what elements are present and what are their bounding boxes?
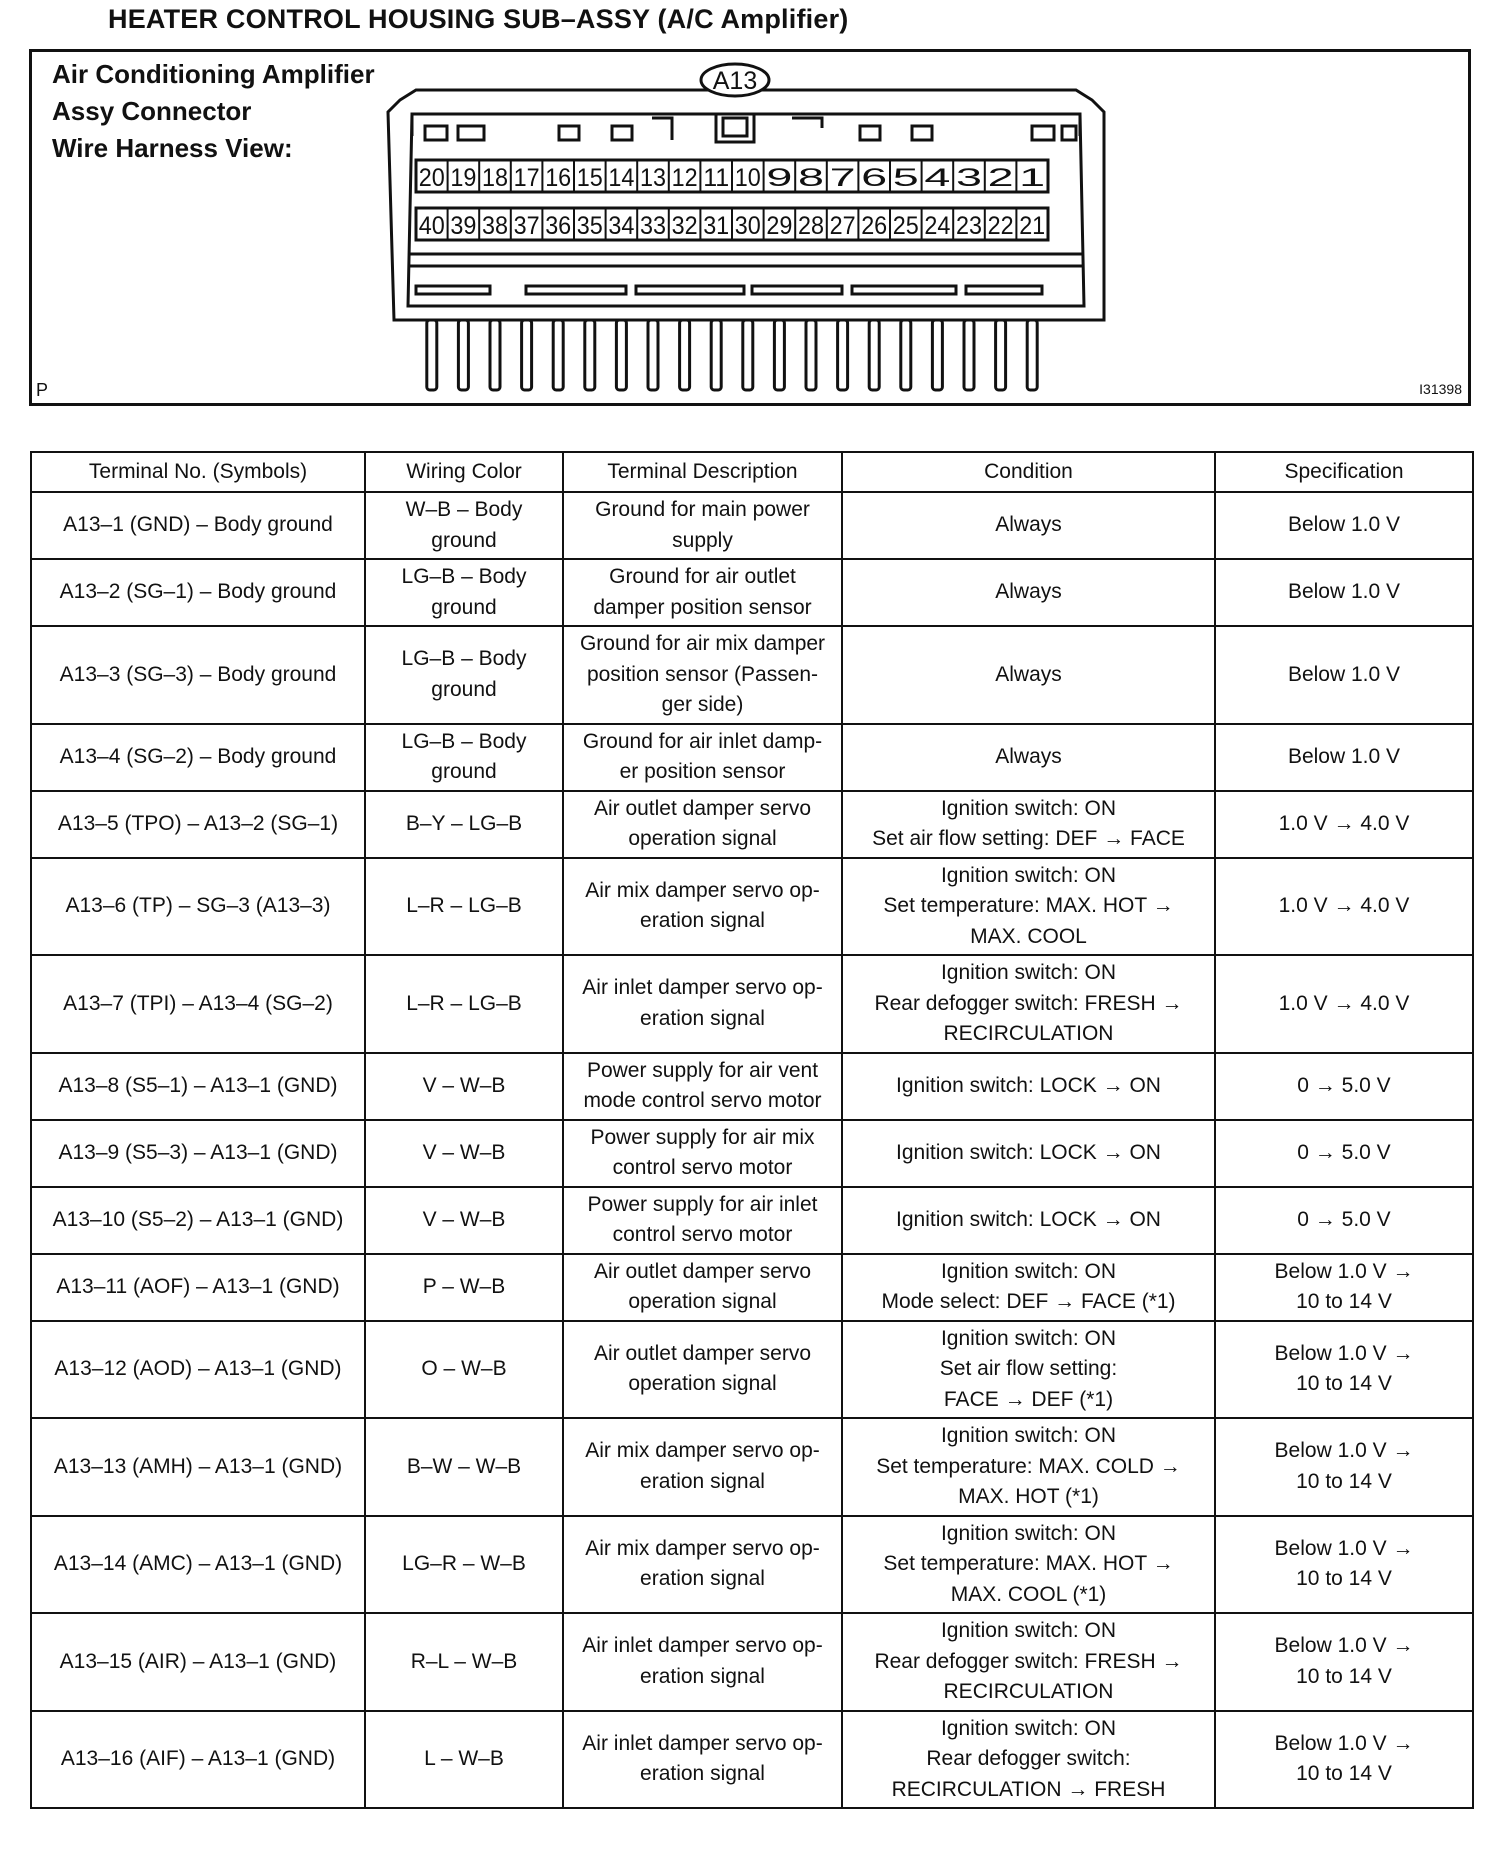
table-row bbox=[31, 955, 1473, 1053]
table-row bbox=[31, 626, 1473, 724]
terminal-cell: A13–14 (AMC) – A13–1 (GND) bbox=[31, 1516, 365, 1614]
specification-cell: Below 1.0 V bbox=[1215, 492, 1473, 559]
wiring-color-cell: B–Y – LG–B bbox=[365, 791, 563, 858]
wiring-color-cell: R–L – W–B bbox=[365, 1613, 563, 1711]
terminal-cell: A13–16 (AIF) – A13–1 (GND) bbox=[31, 1711, 365, 1809]
condition-cell: Always bbox=[842, 724, 1215, 791]
pin-number: 14 bbox=[608, 164, 635, 192]
specification-cell: 1.0 V → 4.0 V bbox=[1215, 858, 1473, 956]
specification-cell: 0 → 5.0 V bbox=[1215, 1187, 1473, 1254]
pin-number: 30 bbox=[734, 212, 761, 240]
wiring-color-cell: V – W–B bbox=[365, 1120, 563, 1187]
figure-caption bbox=[52, 56, 375, 167]
pin-number: 38 bbox=[482, 212, 508, 240]
pin-leg bbox=[427, 320, 437, 390]
specification-cell: Below 1.0 V bbox=[1215, 559, 1473, 626]
condition-cell: Ignition switch: ON Set temperature: MAX. HOT → MAX. COOL (*1) bbox=[842, 1516, 1215, 1614]
condition-cell: Ignition switch: LOCK → ON bbox=[842, 1187, 1215, 1254]
terminal-cell: A13–8 (S5–1) – A13–1 (GND) bbox=[31, 1053, 365, 1120]
caption-line: Assy Connector bbox=[52, 96, 252, 126]
condition-cell: Always bbox=[842, 492, 1215, 559]
page-title: HEATER CONTROL HOUSING SUB–ASSY (A/C Amplifier) bbox=[108, 4, 849, 34]
pin-number: 18 bbox=[482, 164, 508, 192]
table-row bbox=[31, 858, 1473, 956]
table-row bbox=[31, 1613, 1473, 1711]
pin-leg bbox=[774, 320, 784, 390]
pin-number: 11 bbox=[703, 164, 730, 192]
specification-cell: Below 1.0 V → 10 to 14 V bbox=[1215, 1613, 1473, 1711]
description-cell: Power supply for air mix control servo motor bbox=[563, 1120, 842, 1187]
wiring-color-cell: LG–B – Body ground bbox=[365, 724, 563, 791]
table-row bbox=[31, 1254, 1473, 1321]
specification-cell: Below 1.0 V → 10 to 14 V bbox=[1215, 1516, 1473, 1614]
wiring-color-cell: L–R – LG–B bbox=[365, 955, 563, 1053]
header-specification: Specification bbox=[1215, 452, 1473, 492]
description-cell: Air outlet damper servo operation signal bbox=[563, 791, 842, 858]
pin-number: 29 bbox=[766, 212, 793, 240]
pin-legs bbox=[427, 320, 1037, 390]
pin-number: 36 bbox=[545, 212, 572, 240]
pin-leg bbox=[932, 320, 942, 390]
condition-cell: Ignition switch: ON Set temperature: MAX. COLD → MAX. HOT (*1) bbox=[842, 1418, 1215, 1516]
table-header-row bbox=[31, 452, 1473, 492]
header-wiring-color: Wiring Color bbox=[365, 452, 563, 492]
pin-number: 34 bbox=[608, 212, 635, 240]
pin-number: 37 bbox=[513, 212, 540, 240]
terminal-cell: A13–5 (TPO) – A13–2 (SG–1) bbox=[31, 791, 365, 858]
pin-leg bbox=[522, 320, 532, 390]
condition-cell: Always bbox=[842, 626, 1215, 724]
table-row bbox=[31, 1418, 1473, 1516]
wiring-color-cell: O – W–B bbox=[365, 1321, 563, 1419]
header-terminal-description: Terminal Description bbox=[563, 452, 842, 492]
wiring-color-cell: L – W–B bbox=[365, 1711, 563, 1809]
description-cell: Air mix damper servo op- eration signal bbox=[563, 1516, 842, 1614]
description-cell: Ground for main power supply bbox=[563, 492, 842, 559]
pin-leg bbox=[553, 320, 563, 390]
condition-cell: Ignition switch: ON Rear defogger switch: FRESH → RECIRCULATION bbox=[842, 1613, 1215, 1711]
table-row bbox=[31, 492, 1473, 559]
pin-leg bbox=[996, 320, 1006, 390]
pin-number: 2 bbox=[987, 164, 1014, 192]
wiring-color-cell: P – W–B bbox=[365, 1254, 563, 1321]
table-row bbox=[31, 1053, 1473, 1120]
description-cell: Air inlet damper servo op- eration signal bbox=[563, 1613, 842, 1711]
terminal-cell: A13–13 (AMH) – A13–1 (GND) bbox=[31, 1418, 365, 1516]
pin-leg bbox=[869, 320, 879, 390]
specification-cell: Below 1.0 V bbox=[1215, 724, 1473, 791]
description-cell: Ground for air inlet damp- er position sensor bbox=[563, 724, 842, 791]
terminal-cell: A13–11 (AOF) – A13–1 (GND) bbox=[31, 1254, 365, 1321]
pin-leg bbox=[1027, 320, 1037, 390]
pin-number: 25 bbox=[892, 212, 919, 240]
table-row bbox=[31, 1711, 1473, 1809]
pin-number: 20 bbox=[418, 164, 445, 192]
pin-leg bbox=[680, 320, 690, 390]
pin-leg bbox=[838, 320, 848, 390]
pin-number: 17 bbox=[513, 164, 540, 192]
condition-cell: Ignition switch: LOCK → ON bbox=[842, 1053, 1215, 1120]
pin-number: 16 bbox=[545, 164, 572, 192]
description-cell: Ground for air outlet damper position sensor bbox=[563, 559, 842, 626]
connector-figure bbox=[29, 49, 1471, 406]
terminal-cell: A13–10 (S5–2) – A13–1 (GND) bbox=[31, 1187, 365, 1254]
pin-number: 24 bbox=[924, 212, 951, 240]
pin-number: 21 bbox=[1019, 212, 1046, 240]
specification-cell: 1.0 V → 4.0 V bbox=[1215, 955, 1473, 1053]
wiring-color-cell: V – W–B bbox=[365, 1187, 563, 1254]
pin-number: 27 bbox=[829, 212, 856, 240]
pin-number: 40 bbox=[418, 212, 445, 240]
pin-number: 5 bbox=[892, 164, 919, 192]
specification-cell: Below 1.0 V bbox=[1215, 626, 1473, 724]
terminal-cell: A13–12 (AOD) – A13–1 (GND) bbox=[31, 1321, 365, 1419]
specification-cell: Below 1.0 V → 10 to 14 V bbox=[1215, 1321, 1473, 1419]
pin-number: 8 bbox=[798, 164, 824, 192]
description-cell: Power supply for air inlet control servo motor bbox=[563, 1187, 842, 1254]
condition-cell: Ignition switch: ON Rear defogger switch: FRESH → RECIRCULATION bbox=[842, 955, 1215, 1053]
pin-number: 9 bbox=[766, 164, 793, 192]
table-row bbox=[31, 724, 1473, 791]
pin-number: 28 bbox=[798, 212, 824, 240]
wiring-color-cell: B–W – W–B bbox=[365, 1418, 563, 1516]
description-cell: Power supply for air vent mode control servo motor bbox=[563, 1053, 842, 1120]
specification-cell: Below 1.0 V → 10 to 14 V bbox=[1215, 1254, 1473, 1321]
specification-cell: 1.0 V → 4.0 V bbox=[1215, 791, 1473, 858]
header-condition: Condition bbox=[842, 452, 1215, 492]
table-row bbox=[31, 1120, 1473, 1187]
pin-number: 35 bbox=[576, 212, 603, 240]
pin-number: 33 bbox=[640, 212, 666, 240]
pin-leg bbox=[616, 320, 626, 390]
description-cell: Ground for air mix damper position sensor (Passen- ger side) bbox=[563, 626, 842, 724]
pin-leg bbox=[490, 320, 500, 390]
terminal-cell: A13–2 (SG–1) – Body ground bbox=[31, 559, 365, 626]
wiring-color-cell: W–B – Body ground bbox=[365, 492, 563, 559]
pin-number: 6 bbox=[861, 164, 888, 192]
connector-id-label: A13 bbox=[712, 67, 758, 95]
description-cell: Air mix damper servo op- eration signal bbox=[563, 1418, 842, 1516]
pin-leg bbox=[711, 320, 721, 390]
specification-cell: 0 → 5.0 V bbox=[1215, 1120, 1473, 1187]
pin-leg bbox=[743, 320, 753, 390]
caption-line: Air Conditioning Amplifier bbox=[52, 59, 375, 89]
header-terminal: Terminal No. (Symbols) bbox=[31, 452, 365, 492]
wiring-color-cell: V – W–B bbox=[365, 1053, 563, 1120]
pin-number: 3 bbox=[956, 164, 982, 192]
pin-number: 23 bbox=[956, 212, 982, 240]
pin-number: 19 bbox=[450, 164, 477, 192]
condition-cell: Ignition switch: LOCK → ON bbox=[842, 1120, 1215, 1187]
pin-number: 10 bbox=[734, 164, 761, 192]
pin-number: 31 bbox=[703, 212, 730, 240]
description-cell: Air inlet damper servo op- eration signal bbox=[563, 1711, 842, 1809]
condition-cell: Ignition switch: ON Set air flow setting: FACE → DEF (*1) bbox=[842, 1321, 1215, 1419]
pin-number: 32 bbox=[671, 212, 698, 240]
pin-number: 7 bbox=[829, 164, 856, 192]
wiring-color-cell: LG–B – Body ground bbox=[365, 626, 563, 724]
terminal-cell: A13–6 (TP) – SG–3 (A13–3) bbox=[31, 858, 365, 956]
pin-number: 26 bbox=[861, 212, 888, 240]
terminal-cell: A13–3 (SG–3) – Body ground bbox=[31, 626, 365, 724]
pin-leg bbox=[806, 320, 816, 390]
description-cell: Air inlet damper servo op- eration signal bbox=[563, 955, 842, 1053]
pin-number: 12 bbox=[671, 164, 698, 192]
pin-number: 39 bbox=[450, 212, 477, 240]
description-cell: Air outlet damper servo operation signal bbox=[563, 1321, 842, 1419]
corner-letter: P bbox=[36, 380, 49, 400]
pin-leg bbox=[648, 320, 658, 390]
pin-number: 1 bbox=[1019, 164, 1046, 192]
table-row bbox=[31, 1187, 1473, 1254]
wiring-color-cell: LG–B – Body ground bbox=[365, 559, 563, 626]
wiring-color-cell: LG–R – W–B bbox=[365, 1516, 563, 1614]
pin-leg bbox=[901, 320, 911, 390]
condition-cell: Ignition switch: ON Mode select: DEF → FACE (*1) bbox=[842, 1254, 1215, 1321]
pin-number: 4 bbox=[924, 164, 951, 192]
pin-number: 13 bbox=[640, 164, 666, 192]
specification-cell: Below 1.0 V → 10 to 14 V bbox=[1215, 1711, 1473, 1809]
pin-number: 15 bbox=[576, 164, 603, 192]
caption-line: Wire Harness View: bbox=[52, 133, 293, 163]
condition-cell: Ignition switch: ON Set temperature: MAX. HOT → MAX. COOL bbox=[842, 858, 1215, 956]
table-row bbox=[31, 1321, 1473, 1419]
condition-cell: Always bbox=[842, 559, 1215, 626]
figure-code: I31398 bbox=[1419, 381, 1462, 397]
pin-leg bbox=[458, 320, 468, 390]
condition-cell: Ignition switch: ON Set air flow setting: DEF → FACE bbox=[842, 791, 1215, 858]
table-row bbox=[31, 1516, 1473, 1614]
description-cell: Air mix damper servo op- eration signal bbox=[563, 858, 842, 956]
terminal-cell: A13–9 (S5–3) – A13–1 (GND) bbox=[31, 1120, 365, 1187]
terminal-spec-table bbox=[30, 451, 1474, 1809]
specification-cell: 0 → 5.0 V bbox=[1215, 1053, 1473, 1120]
terminal-cell: A13–15 (AIR) – A13–1 (GND) bbox=[31, 1613, 365, 1711]
table-row bbox=[31, 559, 1473, 626]
condition-cell: Ignition switch: ON Rear defogger switch: RECIRCULATION → FRESH bbox=[842, 1711, 1215, 1809]
pin-leg bbox=[964, 320, 974, 390]
terminal-cell: A13–7 (TPI) – A13–4 (SG–2) bbox=[31, 955, 365, 1053]
terminal-cell: A13–1 (GND) – Body ground bbox=[31, 492, 365, 559]
description-cell: Air outlet damper servo operation signal bbox=[563, 1254, 842, 1321]
specification-cell: Below 1.0 V → 10 to 14 V bbox=[1215, 1418, 1473, 1516]
pin-leg bbox=[585, 320, 595, 390]
table-row bbox=[31, 791, 1473, 858]
pin-number: 22 bbox=[987, 212, 1014, 240]
wiring-color-cell: L–R – LG–B bbox=[365, 858, 563, 956]
terminal-cell: A13–4 (SG–2) – Body ground bbox=[31, 724, 365, 791]
